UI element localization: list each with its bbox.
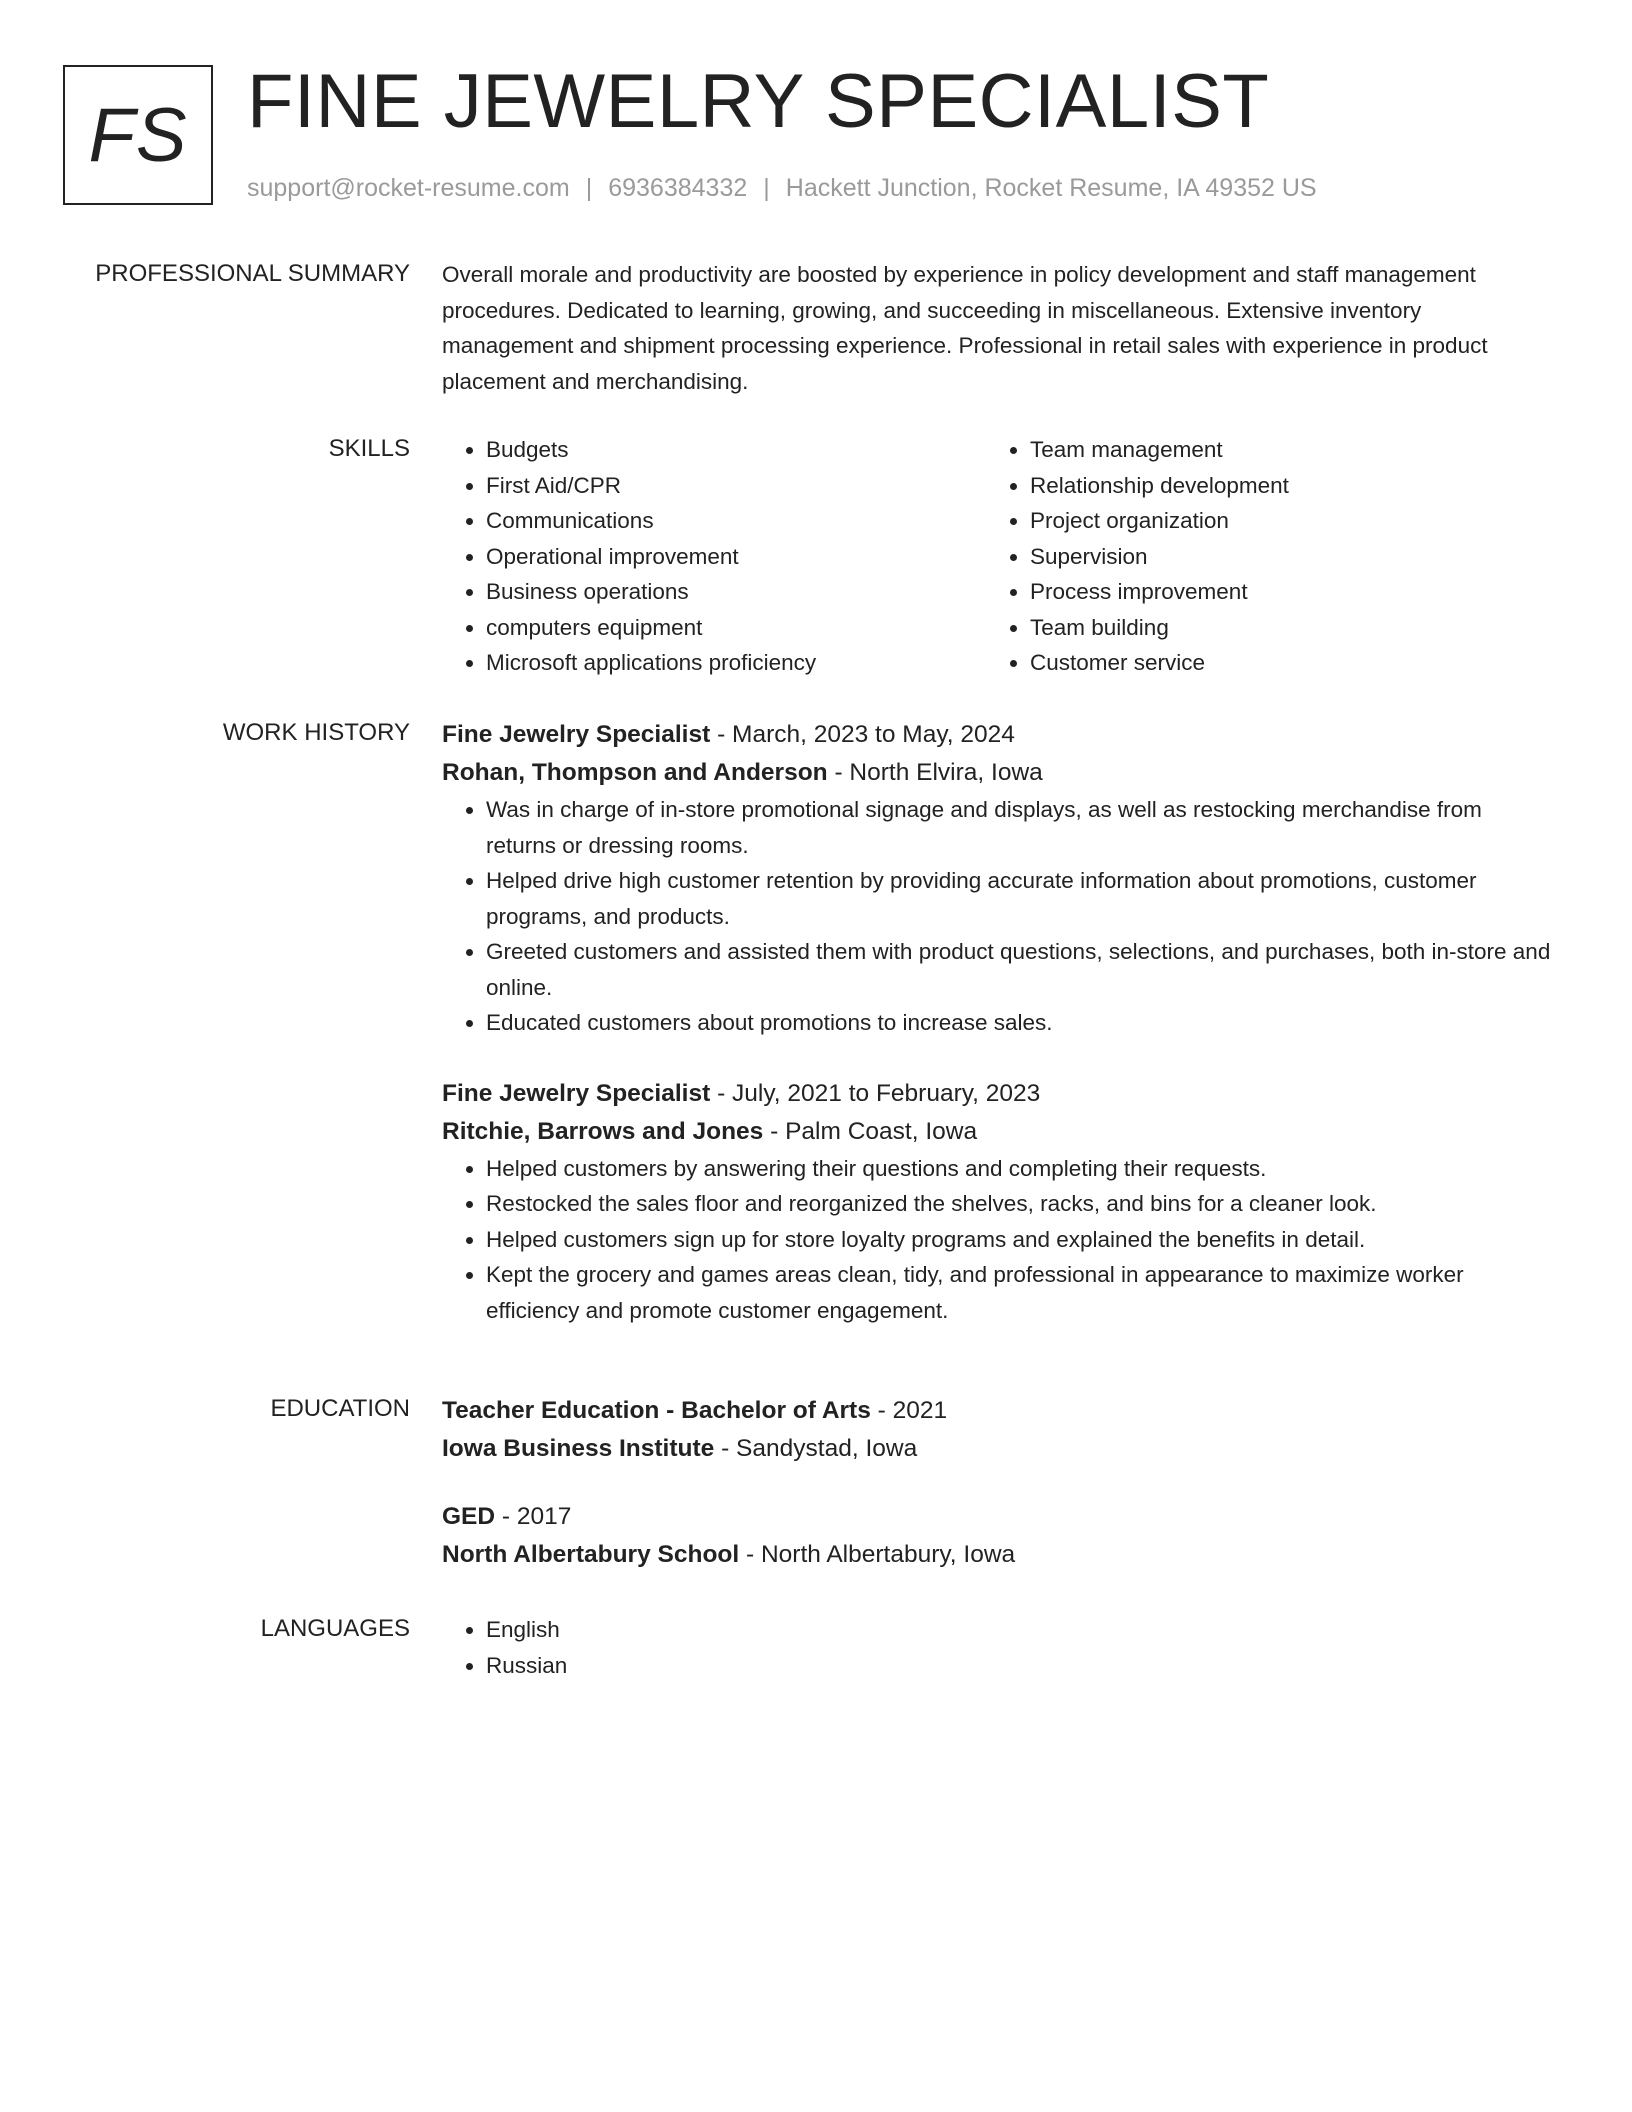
education-location: - Sandystad, Iowa	[714, 1435, 918, 1462]
language-item: • Russian	[486, 1648, 1557, 1684]
education-location: - North Albertabury, Iowa	[739, 1541, 1016, 1568]
job-duty: • Greeted customers and assisted them with product questions, selections, and purchases, both in-store and online.	[486, 934, 1557, 1005]
languages-list	[442, 1612, 1557, 1683]
skill-item: • Team management	[1030, 432, 1530, 468]
job-entry	[442, 1075, 1557, 1329]
monogram-initials: FS	[88, 92, 188, 178]
job-duty: • Helped drive high customer retention by providing accurate information about promotions, customer programs, and products.	[486, 863, 1557, 934]
section-label-work-history: WORK HISTORY	[222, 719, 410, 746]
skill-item: • Budgets	[486, 432, 986, 468]
job-location: - North Elvira, Iowa	[827, 759, 1043, 786]
job-company-line	[442, 1113, 1557, 1151]
job-duties-list	[442, 1151, 1557, 1329]
education-school-line	[442, 1536, 1557, 1574]
contact-phone: 6936384332	[608, 174, 748, 202]
job-duty: • Helped customers sign up for store loyalty programs and explained the benefits in detail.	[486, 1222, 1557, 1258]
skill-item: • Relationship development	[1030, 468, 1530, 504]
skill-item: • Communications	[486, 503, 986, 539]
job-duty: • Educated customers about promotions to increase sales.	[486, 1005, 1557, 1041]
education-school: North Albertabury School	[442, 1541, 740, 1568]
summary-text: Overall morale and productivity are boosted by experience in policy development and staff management procedures. Dedicated to learning, growing, and succeeding in miscellaneous. Extensive inventory management and shipment processing experience. Professional in retail sales with experience in product placement and merchandising.	[442, 262, 1488, 394]
education-body	[442, 1392, 1557, 1574]
job-company: Ritchie, Barrows and Jones	[442, 1117, 764, 1145]
job-duty: • Kept the grocery and games areas clean, tidy, and professional in appearance to maximize worker efficiency and promote customer engagement.	[486, 1257, 1557, 1328]
section-label-education: EDUCATION	[270, 1395, 410, 1422]
skill-item: • Process improvement	[1030, 574, 1530, 610]
education-year: - 2017	[495, 1503, 572, 1530]
work-history-body	[442, 716, 1557, 1328]
contact-address: Hackett Junction, Rocket Resume, IA 49352 US	[785, 174, 1317, 202]
language-item: • English	[486, 1612, 1557, 1648]
education-degree-line	[442, 1392, 1557, 1430]
job-company-line	[442, 754, 1557, 792]
job-entry	[442, 716, 1557, 1041]
education-degree: GED	[442, 1503, 496, 1530]
job-company: Rohan, Thompson and Anderson	[442, 759, 828, 786]
contact-line	[247, 172, 1317, 204]
skill-item: • First Aid/CPR	[486, 468, 986, 504]
resume-title: FINE JEWELRY SPECIALIST	[247, 59, 1270, 144]
education-degree-line	[442, 1498, 1557, 1536]
languages-body	[442, 1612, 1557, 1683]
monogram-box	[63, 65, 213, 205]
education-school: Iowa Business Institute	[442, 1435, 715, 1462]
job-duty: • Was in charge of in-store promotional signage and displays, as well as restocking merchandise from returns or dressing rooms.	[486, 792, 1557, 863]
job-title-line	[442, 1075, 1557, 1113]
education-entry	[442, 1498, 1557, 1574]
skills-grid	[442, 432, 1557, 681]
education-degree: Teacher Education - Bachelor of Arts	[442, 1397, 871, 1424]
job-dates: - July, 2021 to February, 2023	[710, 1079, 1041, 1107]
contact-separator: |	[763, 174, 770, 202]
skills-body	[442, 432, 1557, 681]
job-title-line	[442, 716, 1557, 754]
job-title: Fine Jewelry Specialist	[442, 721, 711, 748]
education-school-line	[442, 1430, 1557, 1468]
skill-item: • computers equipment	[486, 610, 986, 646]
section-label-languages: LANGUAGES	[260, 1615, 410, 1642]
education-entry	[442, 1392, 1557, 1468]
section-label-summary: PROFESSIONAL SUMMARY	[95, 260, 410, 287]
skills-column-left	[442, 432, 986, 681]
education-year: - 2021	[870, 1397, 948, 1424]
skill-item: • Business operations	[486, 574, 986, 610]
skills-list-right	[986, 432, 1530, 681]
job-location: - Palm Coast, Iowa	[763, 1117, 978, 1145]
job-duty: • Restocked the sales floor and reorganized the shelves, racks, and bins for a cleaner look.	[486, 1186, 1557, 1222]
skills-list-left	[442, 432, 986, 681]
skill-item: • Customer service	[1030, 645, 1530, 681]
job-dates: - March, 2023 to May, 2024	[710, 721, 1015, 748]
job-title: Fine Jewelry Specialist	[442, 1079, 711, 1107]
skill-item: • Microsoft applications proficiency	[486, 645, 986, 681]
contact-email: support@rocket-resume.com	[247, 174, 570, 202]
job-duties-list	[442, 792, 1557, 1041]
job-duty: • Helped customers by answering their questions and completing their requests.	[486, 1151, 1557, 1187]
skill-item: • Team building	[1030, 610, 1530, 646]
skill-item: • Operational improvement	[486, 539, 986, 575]
skill-item: • Project organization	[1030, 503, 1530, 539]
section-label-skills: SKILLS	[328, 435, 410, 462]
skills-column-right	[986, 432, 1530, 681]
skill-item: • Supervision	[1030, 539, 1530, 575]
contact-separator: |	[585, 174, 593, 202]
